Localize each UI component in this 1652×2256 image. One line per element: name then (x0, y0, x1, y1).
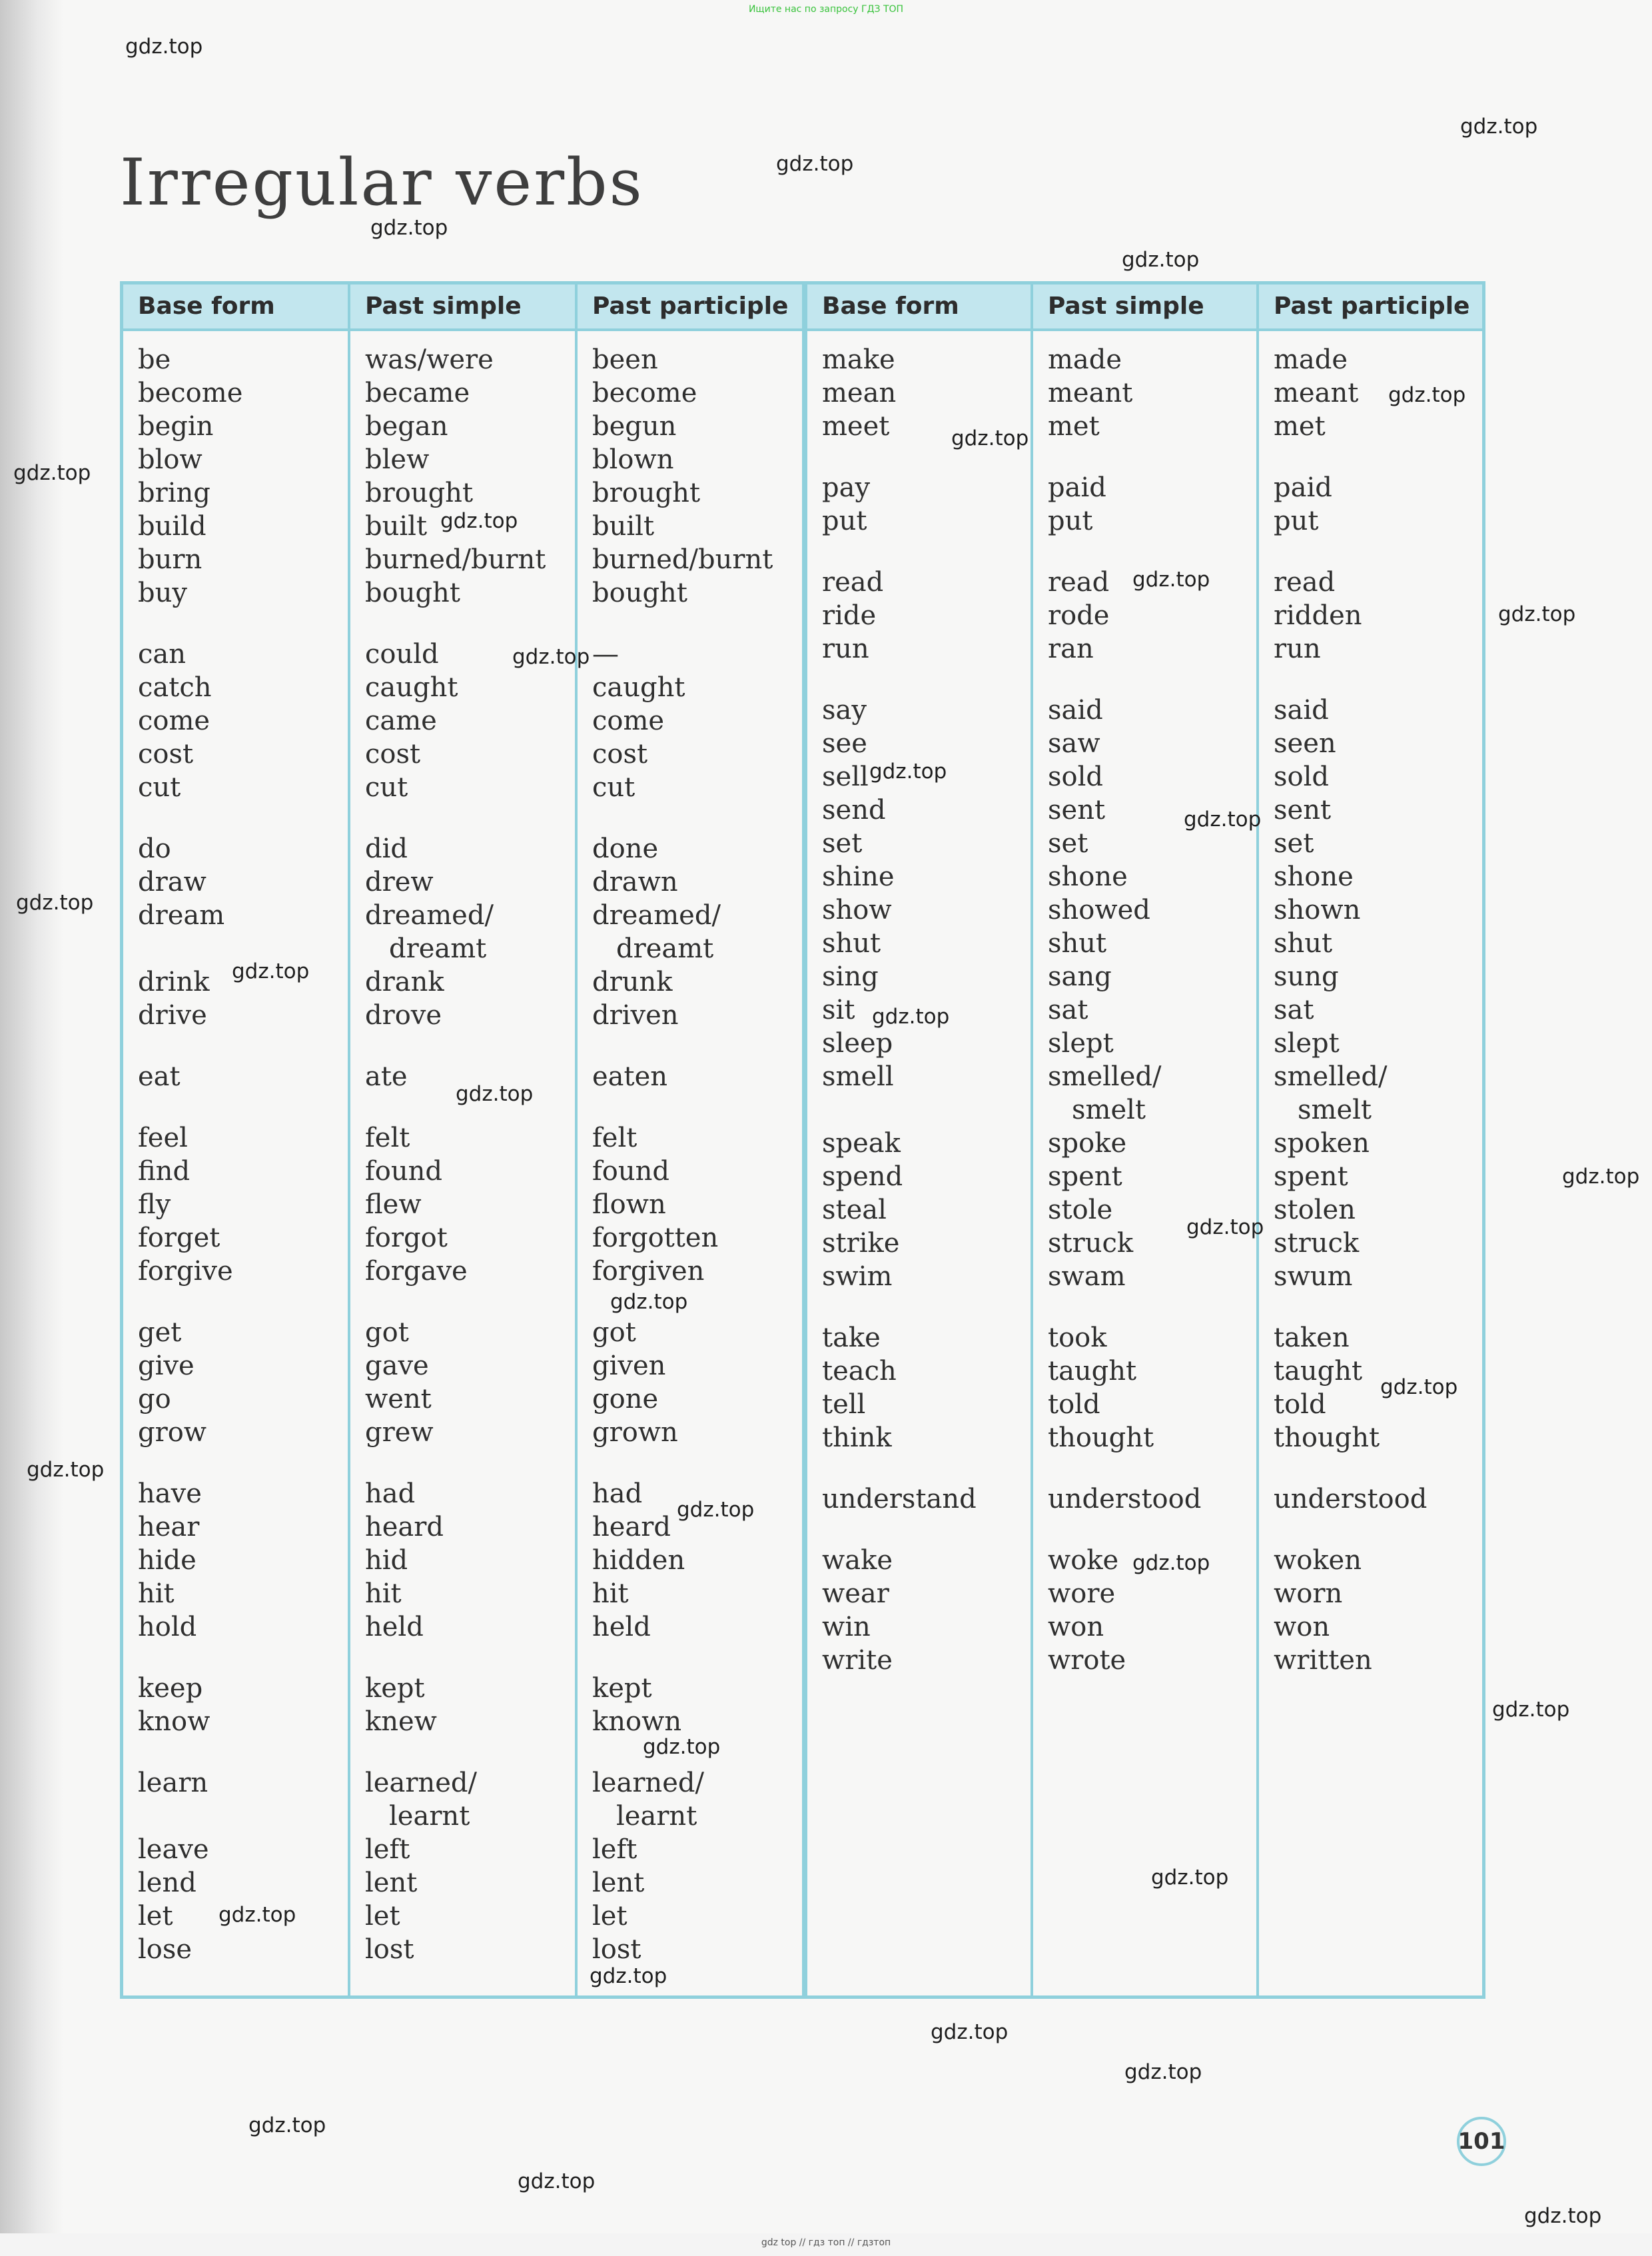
verb-cell: slept (1048, 1028, 1114, 1059)
verb-cell: built (365, 511, 428, 542)
verb-cell: smelt (1072, 1095, 1146, 1125)
column-header: Base form (807, 284, 1031, 331)
verb-cell: cost (138, 739, 194, 770)
verb-cell: caught (365, 672, 458, 703)
verb-cell: rode (1048, 600, 1110, 631)
verb-cell: lost (365, 1934, 414, 1965)
verb-cell: flown (592, 1189, 666, 1220)
verb-cell: draw (138, 867, 206, 897)
verb-cell: ridden (1274, 600, 1362, 631)
watermark: gdz.top (872, 1005, 950, 1029)
verb-cell: came (365, 706, 437, 736)
verb-cell: forgotten (592, 1223, 719, 1253)
verb-cell: struck (1274, 1228, 1360, 1259)
verb-cell: strike (822, 1228, 900, 1259)
verb-cell: let (592, 1901, 627, 1932)
verb-cell: worn (1274, 1578, 1343, 1609)
verb-cell: hid (365, 1545, 408, 1576)
watermark: gdz.top (610, 1290, 688, 1314)
verb-cell: stolen (1274, 1195, 1356, 1225)
verb-cell: go (138, 1384, 171, 1414)
verb-cell: gave (365, 1351, 429, 1381)
verb-cell: sit (822, 995, 855, 1025)
verb-cell: flew (365, 1189, 422, 1220)
verb-cell: forgave (365, 1256, 468, 1287)
verb-cell: hear (138, 1512, 200, 1542)
verb-cell: ride (822, 600, 877, 631)
verb-cell: got (592, 1317, 636, 1348)
verb-cell: caught (592, 672, 685, 703)
verb-cell: grow (138, 1417, 207, 1448)
verb-cell: learn (138, 1768, 208, 1798)
verb-cell: met (1048, 411, 1100, 442)
verb-cell: show (822, 895, 892, 925)
verb-cell: said (1274, 695, 1329, 726)
verb-cell: felt (592, 1123, 637, 1153)
verb-cell: took (1048, 1323, 1107, 1353)
verb-cell: learned/ (365, 1768, 477, 1798)
verb-cell: swim (822, 1261, 893, 1292)
verb-cell: sleep (822, 1028, 893, 1059)
verb-cell: gone (592, 1384, 659, 1414)
verb-cell: have (138, 1478, 202, 1509)
verb-cell: find (138, 1156, 191, 1187)
verb-cell: taken (1274, 1323, 1350, 1353)
verb-cell: fly (138, 1189, 171, 1220)
column-body (578, 331, 802, 1966)
column-header: Base form (123, 284, 348, 331)
verb-cell: forgiven (592, 1256, 705, 1287)
verb-cell: win (822, 1612, 871, 1642)
verb-cell: written (1274, 1645, 1372, 1676)
column-past-simple-right (1033, 284, 1262, 1995)
verb-cell: struck (1048, 1228, 1134, 1259)
verb-cell: keep (138, 1673, 203, 1704)
verb-cell: see (822, 728, 867, 759)
verb-cell: shine (822, 861, 895, 892)
watermark: gdz.top (590, 1964, 667, 1988)
verb-cell: blow (138, 444, 203, 475)
verb-cell: hide (138, 1545, 197, 1576)
verb-cell: made (1048, 344, 1122, 375)
verb-cell: taught (1274, 1356, 1363, 1387)
verb-cell: showed (1048, 895, 1150, 925)
verb-cell: send (822, 795, 886, 826)
verb-cell: eat (138, 1061, 181, 1092)
verb-cell: learnt (389, 1801, 470, 1832)
verb-cell: hold (138, 1612, 197, 1642)
verb-cell: driven (592, 1000, 679, 1031)
verb-cell: kept (365, 1673, 425, 1704)
verb-cell: dreamed/ (365, 900, 494, 931)
column-past-participle-right (1259, 284, 1482, 1995)
verb-cell: drunk (592, 967, 673, 997)
irregular-verbs-table (120, 281, 1485, 1999)
verb-cell: became (365, 378, 470, 408)
watermark: gdz.top (1460, 115, 1538, 139)
verb-cell: think (822, 1422, 892, 1453)
verb-cell: known (592, 1706, 682, 1737)
watermark: gdz.top (1186, 1215, 1264, 1239)
book-spine-shadow (0, 0, 63, 2256)
verb-cell: dream (138, 900, 225, 931)
verb-cell: cut (365, 772, 408, 803)
verb-cell: smelled/ (1274, 1061, 1388, 1092)
watermark: gdz.top (518, 2169, 596, 2193)
watermark: gdz.top (1380, 1375, 1458, 1399)
watermark: gdz.top (27, 1458, 105, 1482)
verb-cell: speak (822, 1128, 901, 1159)
verb-cell: put (1048, 506, 1093, 536)
verb-cell: swum (1274, 1261, 1353, 1292)
verb-cell: won (1048, 1612, 1104, 1642)
verb-cell: ate (365, 1061, 408, 1092)
verb-cell: become (138, 378, 243, 408)
verb-cell: cost (592, 739, 648, 770)
verb-cell: built (592, 511, 655, 542)
verb-cell: held (592, 1612, 651, 1642)
verb-cell: become (592, 378, 697, 408)
verb-cell: felt (365, 1123, 410, 1153)
watermark: gdz.top (643, 1735, 721, 1759)
verb-cell: taught (1048, 1356, 1137, 1387)
verb-cell: understand (822, 1484, 977, 1514)
table-center-divider (802, 284, 807, 1995)
verb-cell: can (138, 639, 187, 670)
watermark: gdz.top (370, 216, 448, 240)
watermark: gdz.top (1524, 2204, 1602, 2228)
verb-cell: stole (1048, 1195, 1113, 1225)
verb-cell: sell (822, 762, 869, 792)
verb-cell: shut (1048, 928, 1107, 959)
watermark: gdz.top (13, 461, 91, 485)
verb-cell: burned/burnt (592, 544, 773, 575)
verb-cell: lose (138, 1934, 193, 1965)
verb-cell: shut (1274, 928, 1333, 959)
verb-cell: begun (592, 411, 677, 442)
column-header: Past simple (350, 284, 575, 331)
watermark: gdz.top (1492, 1698, 1570, 1722)
verb-cell: shone (1274, 861, 1354, 892)
verb-cell: given (592, 1351, 666, 1381)
verb-cell: left (365, 1834, 410, 1865)
verb-cell: leave (138, 1834, 209, 1865)
verb-cell: forget (138, 1223, 220, 1253)
verb-cell: forgive (138, 1256, 233, 1287)
verb-cell: smelled/ (1048, 1061, 1162, 1092)
verb-cell: bought (592, 578, 687, 608)
verb-cell: done (592, 834, 659, 864)
verb-cell: get (138, 1317, 182, 1348)
verb-cell: lent (592, 1868, 645, 1898)
verb-cell: set (822, 828, 863, 859)
verb-cell: drew (365, 867, 434, 897)
watermark: gdz.top (1498, 602, 1576, 626)
watermark: gdz.top (1124, 2060, 1202, 2084)
page-number: 101 (1457, 2117, 1506, 2166)
verb-cell: eaten (592, 1061, 668, 1092)
verb-cell: run (822, 634, 869, 664)
verb-cell: take (822, 1323, 881, 1353)
verb-cell: knew (365, 1706, 437, 1737)
verb-cell: heard (592, 1512, 671, 1542)
verb-cell: sent (1274, 795, 1332, 826)
verb-cell: grew (365, 1417, 434, 1448)
verb-cell: build (138, 511, 206, 542)
column-base-form-left (123, 284, 350, 1995)
column-body (1033, 331, 1256, 1677)
verb-cell: tell (822, 1389, 866, 1420)
verb-cell: run (1274, 634, 1321, 664)
verb-cell: made (1274, 344, 1348, 375)
table-right-half (807, 284, 1482, 1995)
verb-cell: saw (1048, 728, 1100, 759)
verb-cell: blown (592, 444, 674, 475)
verb-cell: understood (1048, 1484, 1202, 1514)
verb-cell: put (1274, 506, 1319, 536)
verb-cell: spoken (1274, 1128, 1370, 1159)
column-base-form-right (807, 284, 1033, 1995)
verb-cell: slept (1274, 1028, 1340, 1059)
verb-cell: dreamed/ (592, 900, 721, 931)
verb-cell: had (365, 1478, 416, 1509)
verb-cell: held (365, 1612, 424, 1642)
verb-cell: come (138, 706, 210, 736)
verb-cell: thought (1048, 1422, 1154, 1453)
verb-cell: forgot (365, 1223, 448, 1253)
verb-cell: say (822, 695, 867, 726)
verb-cell: sung (1274, 961, 1339, 992)
verb-cell: shown (1274, 895, 1361, 925)
verb-cell: sent (1048, 795, 1106, 826)
verb-cell: drive (138, 1000, 207, 1031)
verb-cell: was/were (365, 344, 494, 375)
verb-cell: heard (365, 1512, 444, 1542)
verb-cell: steal (822, 1195, 887, 1225)
watermark: gdz.top (931, 2020, 1009, 2044)
verb-cell: burn (138, 544, 203, 575)
verb-cell: meant (1274, 378, 1359, 408)
verb-cell: hit (592, 1578, 629, 1609)
verb-cell: paid (1048, 472, 1106, 503)
verb-cell: found (365, 1156, 443, 1187)
verb-cell: been (592, 344, 658, 375)
bottom-footer-note: gdz top // гдз топ // гдзтоп (761, 2237, 891, 2248)
verb-cell (822, 1093, 1031, 1127)
verb-cell: meant (1048, 378, 1133, 408)
verb-cell: burned/burnt (365, 544, 546, 575)
verb-cell: grown (592, 1417, 678, 1448)
verb-cell: shone (1048, 861, 1128, 892)
column-header: Past participle (1259, 284, 1482, 331)
verb-cell: know (138, 1706, 210, 1737)
column-body (807, 331, 1031, 1677)
column-body (123, 331, 348, 1966)
watermark: gdz.top (1562, 1165, 1640, 1189)
verb-cell: begin (138, 411, 214, 442)
verb-cell: swam (1048, 1261, 1126, 1292)
column-body (1259, 331, 1482, 1677)
verb-cell: brought (592, 478, 701, 508)
verb-cell: hidden (592, 1545, 685, 1576)
page-title: Irregular verbs (120, 145, 644, 220)
verb-cell: smell (822, 1061, 894, 1092)
top-search-note: Ищите нас по запросу ГДЗ ТОП (748, 4, 904, 15)
verb-cell: sang (1048, 961, 1112, 992)
verb-cell: read (1048, 567, 1110, 598)
verb-cell: paid (1274, 472, 1332, 503)
verb-cell: blew (365, 444, 430, 475)
verb-cell: be (138, 344, 171, 375)
watermark: gdz.top (776, 152, 854, 176)
verb-cell: hit (138, 1578, 175, 1609)
verb-cell: come (592, 706, 665, 736)
verb-cell: wore (1048, 1578, 1116, 1609)
verb-cell: — (592, 639, 619, 670)
verb-cell: cut (592, 772, 635, 803)
verb-cell: told (1274, 1389, 1326, 1420)
verb-cell: met (1274, 411, 1326, 442)
verb-cell: dreamt (616, 933, 714, 964)
verb-cell: pay (822, 472, 871, 503)
verb-cell: sat (1274, 995, 1314, 1025)
verb-cell: seen (1274, 728, 1336, 759)
verb-cell: set (1048, 828, 1088, 859)
verb-cell: drank (365, 967, 444, 997)
watermark: gdz.top (1184, 808, 1262, 832)
verb-cell: sing (822, 961, 879, 992)
watermark: gdz.top (440, 509, 518, 533)
verb-cell: found (592, 1156, 670, 1187)
verb-cell: sold (1274, 762, 1330, 792)
verb-cell: lost (592, 1934, 641, 1965)
verb-cell: wrote (1048, 1645, 1126, 1676)
verb-cell: let (365, 1901, 400, 1932)
watermark: gdz.top (125, 35, 203, 59)
verb-cell: dreamt (389, 933, 487, 964)
verb-cell: cut (138, 772, 181, 803)
verb-cell: had (592, 1478, 643, 1509)
watermark: gdz.top (1122, 248, 1200, 272)
verb-cell: woken (1274, 1545, 1362, 1576)
column-header: Past participle (578, 284, 802, 331)
verb-cell: sold (1048, 762, 1104, 792)
verb-cell: mean (822, 378, 897, 408)
verb-cell: do (138, 834, 171, 864)
verb-cell: lent (365, 1868, 418, 1898)
verb-cell: give (138, 1351, 195, 1381)
watermark: gdz.top (1132, 568, 1210, 592)
column-header: Past simple (1033, 284, 1256, 331)
verb-cell: feel (138, 1123, 188, 1153)
watermark: gdz.top (248, 2113, 326, 2137)
verb-cell: teach (822, 1356, 897, 1387)
verb-cell: make (822, 344, 895, 375)
verb-cell: catch (138, 672, 212, 703)
watermark: gdz.top (456, 1082, 534, 1106)
column-past-simple-left (350, 284, 578, 1995)
verb-cell: bought (365, 578, 460, 608)
verb-cell: learnt (616, 1801, 697, 1832)
verb-cell: thought (1274, 1422, 1380, 1453)
verb-cell: put (822, 506, 867, 536)
verb-cell: began (365, 411, 448, 442)
verb-cell: learned/ (592, 1768, 704, 1798)
verb-cell: wake (822, 1545, 893, 1576)
verb-cell: spent (1048, 1161, 1122, 1192)
verb-cell: write (822, 1645, 893, 1676)
watermark: gdz.top (512, 645, 590, 669)
verb-cell: understood (1274, 1484, 1428, 1514)
verb-cell: drawn (592, 867, 678, 897)
verb-cell: hit (365, 1578, 402, 1609)
column-body (350, 331, 575, 1966)
verb-cell: won (1274, 1612, 1330, 1642)
verb-cell: buy (138, 578, 187, 608)
verb-cell: did (365, 834, 408, 864)
verb-cell: spent (1274, 1161, 1348, 1192)
verb-cell: went (365, 1384, 432, 1414)
verb-cell: read (1274, 567, 1336, 598)
verb-cell: let (138, 1901, 173, 1932)
verb-cell: cost (365, 739, 421, 770)
verb-cell: told (1048, 1389, 1100, 1420)
verb-cell: shut (822, 928, 881, 959)
watermark: gdz.top (869, 760, 947, 784)
verb-cell: smelt (1298, 1095, 1372, 1125)
watermark: gdz.top (677, 1498, 755, 1522)
verb-cell: set (1274, 828, 1314, 859)
verb-cell (138, 1800, 348, 1833)
watermark: gdz.top (951, 426, 1029, 450)
verb-cell: brought (365, 478, 474, 508)
verb-cell: said (1048, 695, 1103, 726)
verb-cell: read (822, 567, 884, 598)
verb-cell: spoke (1048, 1128, 1127, 1159)
watermark: gdz.top (1132, 1551, 1210, 1575)
verb-cell: drink (138, 967, 210, 997)
verb-cell: could (365, 639, 439, 670)
verb-cell: lend (138, 1868, 197, 1898)
verb-cell: got (365, 1317, 409, 1348)
verb-cell: woke (1048, 1545, 1119, 1576)
watermark: gdz.top (1151, 1866, 1229, 1890)
verb-cell: meet (822, 411, 890, 442)
verb-cell: kept (592, 1673, 652, 1704)
verb-cell: drove (365, 1000, 442, 1031)
verb-cell: wear (822, 1578, 889, 1609)
verb-cell: ran (1048, 634, 1094, 664)
watermark: gdz.top (232, 959, 310, 983)
verb-cell: bring (138, 478, 210, 508)
verb-cell: left (592, 1834, 637, 1865)
watermark: gdz.top (1388, 383, 1466, 407)
watermark: gdz.top (218, 1903, 296, 1927)
watermark: gdz.top (16, 891, 94, 915)
verb-cell: sat (1048, 995, 1088, 1025)
verb-cell: spend (822, 1161, 903, 1192)
